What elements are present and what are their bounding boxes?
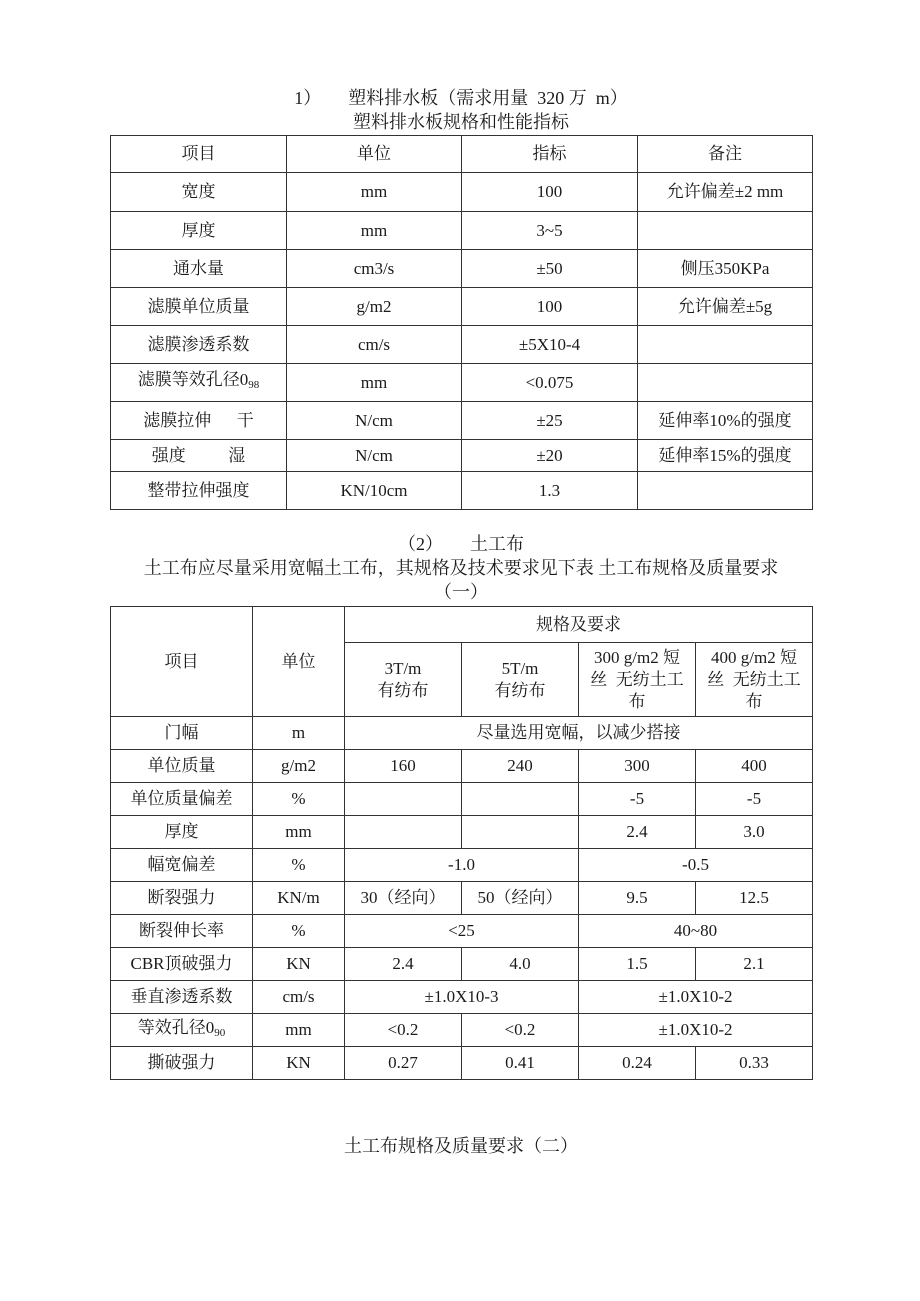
cell-value: ±5X10-4 — [462, 326, 638, 364]
cell-value-woven: -1.0 — [345, 849, 579, 882]
table-row — [111, 364, 813, 402]
cell-value: 12.5 — [696, 882, 813, 915]
cell-item: 通水量 — [111, 250, 287, 288]
cell-value: 0.27 — [345, 1047, 462, 1080]
cell-value: 3.0 — [696, 816, 813, 849]
cell-note: 允许偏差±2 mm — [638, 173, 813, 212]
cell-item: 门幅 — [111, 717, 253, 750]
cell-value: ±20 — [462, 440, 638, 472]
cell-item: 单位质量 — [111, 750, 253, 783]
header-col-3t-woven: 3T/m 有纺布 — [345, 643, 462, 717]
cell-unit: mm — [287, 364, 462, 402]
cell-note — [638, 472, 813, 510]
header-note: 备注 — [638, 136, 813, 173]
cell-value-nonwoven: -0.5 — [579, 849, 813, 882]
table-header-row — [111, 136, 813, 173]
cell-value: <0.2 — [345, 1014, 462, 1047]
cell-value: 240 — [462, 750, 579, 783]
cell-unit: mm — [253, 1014, 345, 1047]
section2-intro-cont: （一） — [434, 582, 488, 602]
header-value: 指标 — [462, 136, 638, 173]
cell-item: CBR顶破强力 — [111, 948, 253, 981]
cell-item-text: 等效孔径0 — [137, 1017, 215, 1037]
cell-unit: KN/m — [253, 882, 345, 915]
table-row — [111, 849, 813, 882]
cell-note — [638, 364, 813, 402]
cell-value: 1.3 — [462, 472, 638, 510]
table-row — [111, 750, 813, 783]
header-unit: 单位 — [287, 136, 462, 173]
cell-value: 2.4 — [345, 948, 462, 981]
cell-note: 侧压350KPa — [638, 250, 813, 288]
cell-unit: N/cm — [287, 440, 462, 472]
cell-value: 0.24 — [579, 1047, 696, 1080]
section2-intro: 土工布应尽量采用宽幅土工布，其规格及技术要求见下表 土工布规格及质量要求 — [143, 558, 779, 578]
section2-heading: （2） 土工布 — [398, 534, 524, 554]
table-row — [111, 212, 813, 250]
header-col-300g-nonwoven: 300 g/m2 短 丝 无纺土工 布 — [579, 643, 696, 717]
table-row — [111, 915, 813, 948]
cell-value: 50（经向） — [462, 882, 579, 915]
header-item: 项目 — [111, 136, 287, 173]
table-row — [111, 1014, 813, 1047]
cell-unit: cm/s — [253, 981, 345, 1014]
cell-value: 9.5 — [579, 882, 696, 915]
cell-item: 厚度 — [111, 816, 253, 849]
cell-item: 幅宽偏差 — [111, 849, 253, 882]
cell-value: 4.0 — [462, 948, 579, 981]
cell-value: 0.41 — [462, 1047, 579, 1080]
table-row — [111, 981, 813, 1014]
cell-value: 30（经向） — [345, 882, 462, 915]
cell-unit: mm — [287, 212, 462, 250]
cell-value-nonwoven: ±1.0X10-2 — [579, 1014, 813, 1047]
cell-item-text: 滤膜等效孔径0 — [137, 370, 249, 389]
cell-item: 断裂强力 — [111, 882, 253, 915]
cell-value: 1.5 — [579, 948, 696, 981]
cell-value: -5 — [696, 783, 813, 816]
cell-item: 垂直渗透系数 — [111, 981, 253, 1014]
cell-note — [638, 212, 813, 250]
cell-note: 延伸率10%的强度 — [638, 402, 813, 440]
cell-unit: KN — [253, 948, 345, 981]
cell-value: 400 — [696, 750, 813, 783]
cell-value: 100 — [462, 288, 638, 326]
cell-value-woven: ±1.0X10-3 — [345, 981, 579, 1014]
cell-value: 100 — [462, 173, 638, 212]
cell-item — [111, 364, 287, 402]
cell-value: 2.1 — [696, 948, 813, 981]
cell-value: 0.33 — [696, 1047, 813, 1080]
cell-item: 滤膜单位质量 — [111, 288, 287, 326]
cell-item-subscript: 98 — [248, 379, 260, 391]
cell-unit: g/m2 — [253, 750, 345, 783]
cell-note — [638, 326, 813, 364]
cell-item: 断裂伸长率 — [111, 915, 253, 948]
header-unit: 单位 — [253, 607, 345, 717]
cell-value: ±25 — [462, 402, 638, 440]
cell-item: 滤膜拉伸 干 — [111, 402, 287, 440]
table-row — [111, 288, 813, 326]
cell-note: 延伸率15%的强度 — [638, 440, 813, 472]
cell-unit: cm3/s — [287, 250, 462, 288]
cell-value: <0.2 — [462, 1014, 579, 1047]
cell-unit: mm — [287, 173, 462, 212]
cell-value: 300 — [579, 750, 696, 783]
cell-value: 160 — [345, 750, 462, 783]
cell-note: 允许偏差±5g — [638, 288, 813, 326]
cell-value-nonwoven: ±1.0X10-2 — [579, 981, 813, 1014]
table-row — [111, 402, 813, 440]
section1-table-caption: 塑料排水板规格和性能指标 — [353, 112, 569, 132]
table-row — [111, 717, 813, 750]
table-header-row — [111, 607, 813, 643]
drainage-board-spec-table — [110, 135, 813, 510]
cell-value — [345, 816, 462, 849]
table-row — [111, 816, 813, 849]
cell-unit: cm/s — [287, 326, 462, 364]
cell-item: 厚度 — [111, 212, 287, 250]
cell-value: <0.075 — [462, 364, 638, 402]
cell-item: 强度 湿 — [111, 440, 287, 472]
table-row — [111, 783, 813, 816]
cell-value: 2.4 — [579, 816, 696, 849]
cell-value — [462, 783, 579, 816]
header-col-400g-nonwoven: 400 g/m2 短 丝 无纺土工 布 — [696, 643, 813, 717]
header-col-5t-woven: 5T/m 有纺布 — [462, 643, 579, 717]
table-row — [111, 440, 813, 472]
table-row — [111, 326, 813, 364]
cell-item: 滤膜渗透系数 — [111, 326, 287, 364]
cell-item: 宽度 — [111, 173, 287, 212]
cell-item — [111, 1014, 253, 1047]
table-row — [111, 250, 813, 288]
cell-value-nonwoven: 40~80 — [579, 915, 813, 948]
cell-unit: KN/10cm — [287, 472, 462, 510]
cell-unit: N/cm — [287, 402, 462, 440]
table-row — [111, 1047, 813, 1080]
cell-value: -5 — [579, 783, 696, 816]
table-row — [111, 882, 813, 915]
cell-unit: g/m2 — [287, 288, 462, 326]
table-row — [111, 472, 813, 510]
cell-value-woven: <25 — [345, 915, 579, 948]
cell-unit: mm — [253, 816, 345, 849]
geotextile-spec-table — [110, 606, 813, 1080]
cell-item: 撕破强力 — [111, 1047, 253, 1080]
cell-unit: KN — [253, 1047, 345, 1080]
cell-item-subscript: 90 — [214, 1026, 226, 1039]
table-row — [111, 948, 813, 981]
table-row — [111, 173, 813, 212]
cell-unit: % — [253, 783, 345, 816]
cell-item: 整带拉伸强度 — [111, 472, 287, 510]
cell-item: 单位质量偏差 — [111, 783, 253, 816]
cell-unit: % — [253, 915, 345, 948]
cell-value: 3~5 — [462, 212, 638, 250]
section3-heading: 土工布规格及质量要求（二） — [344, 1136, 578, 1156]
cell-unit: % — [253, 849, 345, 882]
header-spec-group: 规格及要求 — [345, 607, 813, 643]
cell-value — [345, 783, 462, 816]
section1-heading: 1） 塑料排水板（需求用量 320 万 m） — [294, 88, 628, 108]
cell-value: ±50 — [462, 250, 638, 288]
cell-unit: m — [253, 717, 345, 750]
cell-value — [462, 816, 579, 849]
cell-span: 尽量选用宽幅，以减少搭接 — [345, 717, 813, 750]
header-item: 项目 — [111, 607, 253, 717]
